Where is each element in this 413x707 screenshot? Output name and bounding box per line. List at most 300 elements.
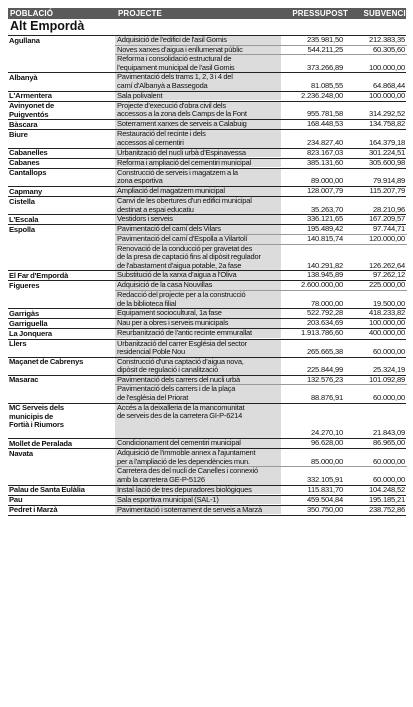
project-grant: 418.233,82: [368, 308, 405, 318]
project-list: [115, 169, 407, 186]
project-grant: 115.207,79: [369, 186, 405, 195]
region-title: Alt Empordà: [8, 19, 406, 36]
project-list: [115, 439, 407, 448]
project-description-line: Reurbanització de l'antic recinte emmurallat: [117, 329, 252, 338]
project-description: [115, 92, 281, 101]
project-row: [115, 130, 407, 147]
project-description-line: Nau per a obres i serveis municipals: [117, 319, 229, 328]
town-name-line: Fortià i Riumors: [9, 420, 64, 430]
town-name-line: Navata: [9, 448, 34, 458]
project-list: [115, 404, 407, 438]
project-row: [115, 197, 407, 214]
project-row: [115, 319, 407, 328]
project-description: [115, 102, 281, 119]
project-budget: 385.131,60: [306, 157, 343, 167]
project-budget: 336.121,65: [306, 214, 343, 224]
project-row: [115, 92, 407, 101]
town-name: [8, 215, 115, 224]
town-group: [8, 358, 406, 376]
project-description: [115, 46, 281, 55]
project-budget: 823.167,03: [306, 147, 343, 157]
town-name: [8, 73, 115, 90]
town-name: [8, 197, 115, 214]
project-row: [115, 376, 407, 385]
project-grant: 167.209,57: [368, 214, 405, 224]
project-description-line: Adquisició de l'edifici de l'asil Gomis: [117, 36, 227, 44]
project-description: [115, 439, 281, 448]
project-row: [115, 159, 407, 168]
town-group: [8, 159, 406, 169]
town-name-line: El Far d'Empordà: [9, 270, 69, 280]
town-name-line: Espolla: [9, 224, 35, 234]
project-list: [115, 486, 407, 495]
town-group: [8, 281, 406, 309]
project-description-line: Sala polivalent: [117, 91, 163, 100]
town-name-line: Capmany: [9, 186, 43, 196]
town-name-line: Avinyonet de: [9, 101, 55, 111]
project-list: [115, 309, 407, 318]
town-group: [8, 215, 406, 225]
town-name: [8, 130, 115, 147]
town-name: [8, 281, 115, 308]
project-description-line: de l'abastament d'aigua potable, 2a fase: [117, 260, 242, 270]
town-group: [8, 486, 406, 496]
project-description: [115, 309, 281, 318]
project-description: [115, 159, 281, 168]
project-description: [115, 169, 281, 186]
project-budget: 265.665,38: [306, 347, 343, 357]
town-name: [8, 187, 115, 196]
town-name: [8, 120, 115, 129]
project-budget: 1.913.786,60: [301, 328, 343, 338]
town-name-line: Llers: [9, 339, 27, 348]
project-description-line: Urbanització del carrer Església del sector: [117, 339, 247, 348]
project-grant: 64.868,44: [373, 80, 405, 90]
project-list: [115, 319, 407, 328]
project-description: [115, 36, 281, 45]
project-budget: 522.792,28: [306, 308, 343, 318]
project-description-line: Pavimentació dels carrers del nucli urbà: [117, 375, 240, 384]
project-budget: 132.576,23: [306, 374, 343, 384]
project-description: [115, 291, 281, 308]
town-group: [8, 449, 406, 485]
town-group: [8, 102, 406, 121]
project-grant: 164.379,18: [368, 138, 405, 148]
project-budget: 78.000,00: [311, 298, 343, 308]
project-grant: 21.843,09: [373, 428, 405, 438]
project-description-line: residencial Poble Nou: [117, 347, 185, 357]
project-budget: 128.007,79: [306, 186, 343, 195]
project-row: [115, 102, 407, 119]
project-description: [115, 385, 281, 402]
project-description: [115, 467, 281, 484]
project-list: [115, 130, 407, 147]
town-group: [8, 496, 406, 506]
town-name: [8, 496, 115, 505]
town-name-line: L'Armentera: [9, 91, 52, 101]
project-budget: 85.000,00: [311, 456, 343, 466]
project-row: [115, 358, 407, 375]
town-name-line: Cabanes: [9, 158, 40, 168]
town-name-line: Garriguella: [9, 318, 48, 328]
project-row: [115, 439, 407, 448]
project-description-line: Noves xarxes d'aigua i enllumenat públic: [117, 45, 243, 54]
project-grant: 97.744,71: [373, 224, 405, 234]
project-description-line: Canvi de les obertures d'un edifici municipal: [117, 197, 252, 206]
project-grant: 195.185,21: [368, 494, 405, 504]
town-name: [8, 358, 115, 375]
project-row: [115, 169, 407, 186]
town-name-line: Cistella: [9, 196, 35, 206]
project-grant: 120.000,00: [368, 233, 405, 243]
project-description: [115, 449, 281, 466]
project-budget: 88.876,91: [311, 393, 343, 403]
project-list: [115, 197, 407, 214]
project-grant: 400.000,00: [368, 328, 405, 338]
town-group: [8, 187, 406, 197]
town-group: [8, 319, 406, 329]
project-list: [115, 102, 407, 120]
town-group: [8, 506, 406, 516]
town-group: [8, 149, 406, 159]
project-list: [115, 187, 407, 196]
town-name-line: MC Serveis dels: [9, 403, 64, 413]
project-budget: 235.981,50: [306, 35, 343, 44]
town-name-line: Garrigàs: [9, 308, 40, 318]
project-description-line: accessos al cementiri: [117, 138, 184, 148]
project-row: [115, 36, 407, 45]
grants-table: [8, 8, 412, 516]
project-description-line: Projecte d'execució d'obra civil dels: [117, 101, 226, 110]
project-description: [115, 73, 281, 90]
project-list: [115, 329, 407, 338]
project-list: [115, 449, 407, 484]
project-description-line: zona esportiva: [117, 176, 163, 186]
town-name-line: Biure: [9, 129, 28, 139]
town-group: [8, 404, 406, 439]
town-name-line: Puigventós: [9, 109, 49, 119]
project-grant: 314.292,52: [368, 109, 405, 119]
project-grant: 301.224,51: [368, 147, 405, 157]
town-name-line: Masarac: [9, 375, 39, 385]
project-budget: 115.831,70: [307, 484, 343, 494]
town-group: [8, 439, 406, 449]
project-description-line: Redacció del projecte per a la construcció: [117, 291, 246, 300]
project-description-line: [117, 429, 281, 438]
project-description: [115, 271, 281, 280]
project-row: [115, 120, 407, 129]
project-description: [115, 486, 281, 495]
project-budget: 2.236.248,00: [301, 90, 343, 100]
town-name: [8, 271, 115, 280]
town-group: [8, 376, 406, 404]
project-list: [115, 149, 407, 158]
project-row: [115, 187, 407, 196]
project-description: [115, 496, 281, 505]
project-budget: 2.600.000,00: [301, 280, 343, 290]
town-name: [8, 340, 115, 357]
town-group: [8, 130, 406, 148]
project-list: [115, 73, 407, 90]
project-grant: 60.000,00: [373, 393, 405, 403]
town-name: [8, 169, 115, 186]
project-description-line: Ampliació del magatzem municipal: [117, 187, 225, 195]
project-list: [115, 159, 407, 168]
project-description: [115, 149, 281, 158]
project-description: [115, 358, 281, 375]
town-name: [8, 486, 115, 495]
town-name-line: Bàscara: [9, 119, 38, 129]
project-row: [115, 340, 407, 357]
project-list: [115, 225, 407, 270]
project-budget: 81.085,55: [311, 80, 343, 90]
project-row: [115, 244, 407, 271]
project-budget: 955.781,58: [306, 109, 343, 119]
town-name: [8, 36, 115, 72]
table-body: [8, 36, 406, 516]
project-row: [115, 271, 407, 280]
project-row: [115, 73, 407, 90]
project-description-line: Accés a la deixalleria de la mancomunitat: [117, 403, 245, 412]
project-row: [115, 225, 407, 234]
project-description: [115, 506, 281, 515]
project-grant: 126.262,64: [368, 260, 405, 270]
project-budget: 350.750,00: [306, 504, 343, 514]
town-name: [8, 506, 115, 515]
header-subvencio: SUBVENCIÓ: [363, 9, 412, 18]
project-grant: 101.092,89: [368, 374, 405, 384]
project-grant: 19.500,00: [373, 298, 405, 308]
project-description-line: destinat a espai educatiu: [117, 204, 194, 214]
project-budget: 35.263,70: [311, 204, 343, 214]
project-grant: 225.000,00: [368, 280, 405, 290]
project-description: [115, 215, 281, 224]
table-header: [8, 8, 412, 19]
project-grant: 305.600,98: [368, 157, 405, 167]
project-description: [115, 187, 281, 196]
project-row: [115, 290, 407, 308]
town-name-line: Albanyà: [9, 72, 38, 82]
project-row: [115, 215, 407, 224]
project-row: [115, 45, 407, 55]
project-row: [115, 149, 407, 158]
project-description: [115, 319, 281, 328]
town-group: [8, 36, 406, 73]
project-description: [115, 130, 281, 147]
project-grant: 60.305,60: [373, 44, 405, 54]
project-row: [115, 486, 407, 495]
project-list: [115, 271, 407, 280]
project-list: [115, 36, 407, 72]
town-group: [8, 169, 406, 187]
project-description: [115, 235, 281, 244]
project-description-line: de la presa de captació fins al dipòsit regulador: [117, 252, 261, 262]
town-group: [8, 309, 406, 319]
project-description-line: Adquisició de l'immoble annex a l'ajuntament: [117, 449, 256, 458]
town-name: [8, 159, 115, 168]
project-description: [115, 225, 281, 234]
town-name-line: Palau de Santa Eulàlia: [9, 485, 85, 494]
project-description-line: per a l'ampliació de les dependències mun.: [117, 456, 250, 466]
project-grant: 28.210,96: [373, 204, 405, 214]
project-grant: 238.752,86: [368, 504, 405, 514]
project-budget: 89.000,00: [311, 176, 343, 186]
project-grant: 100.000,00: [368, 90, 405, 100]
project-description-line: Pavimentació del camí dels Vilars: [117, 225, 221, 234]
project-description-line: dipòsit de regulació i canalització: [117, 365, 219, 375]
town-name: [8, 102, 115, 120]
town-name-line: L'Escala: [9, 214, 39, 224]
project-description-line: amb la carretera GE-P-5126: [117, 474, 205, 484]
project-description-line: Sala esportiva municipal (SAL-1): [117, 495, 219, 504]
project-description-line: l'equipament municipal de l'asil Gomis: [117, 62, 235, 72]
project-list: [115, 376, 407, 403]
project-description-line: Pavimentació dels carrers i de la plaça: [117, 385, 236, 394]
town-name-line: Mollet de Peralada: [9, 438, 72, 448]
project-description-line: Instal·lació de tres depuradores biològiques: [117, 485, 252, 494]
project-row: [115, 281, 407, 290]
project-description-line: Construcció de serveis i magatzem a la: [117, 168, 238, 177]
project-grant: 104.248,52: [368, 484, 405, 494]
town-name-line: Cantallops: [9, 168, 47, 178]
project-description-line: Soterrament xarxes de serveis a Calabuig: [117, 120, 247, 129]
project-row: [115, 404, 407, 438]
project-description: [115, 120, 281, 129]
town-name: [8, 376, 115, 403]
project-budget: 96.628,00: [311, 438, 343, 448]
project-row: [115, 234, 407, 244]
project-description: [115, 281, 281, 290]
town-name: [8, 319, 115, 328]
town-name: [8, 309, 115, 318]
project-description-line: Pavimentació dels trams 1, 2, 3 i 4 del: [117, 73, 233, 82]
project-description-line: Carretera des del nucli de Canelles i connexió: [117, 467, 259, 476]
project-grant: 25.324,19: [373, 365, 405, 375]
town-name: [8, 225, 115, 270]
project-budget: 168.448,53: [306, 119, 343, 129]
project-row: [115, 506, 407, 515]
project-description-line: Construcció d'una captació d'aigua nova,: [117, 357, 244, 366]
town-group: [8, 73, 406, 91]
town-name: [8, 439, 115, 448]
project-budget: 140.815,74: [306, 233, 343, 243]
town-name-line: Pedret i Marzà: [9, 505, 58, 515]
town-group: [8, 92, 406, 102]
project-list: [115, 120, 407, 129]
town-name-line: Pau: [9, 495, 23, 505]
project-description: [115, 197, 281, 214]
town-name: [8, 92, 115, 101]
town-name-line: La Jonquera: [9, 328, 53, 338]
town-name-line: Agullana: [9, 35, 40, 45]
project-description-line: Reforma i consolidació estructural de: [117, 55, 232, 64]
project-row: [115, 496, 407, 505]
project-description-line: Vestidors i serveis: [117, 215, 173, 224]
project-grant: 79.914,89: [373, 176, 405, 186]
project-description: [115, 245, 281, 271]
project-description-line: Pavimentació del camí d'Espolla a Vilartolí: [117, 234, 248, 243]
project-grant: 86.965,00: [373, 438, 405, 448]
project-grant: 60.000,00: [373, 456, 405, 466]
project-row: [115, 466, 407, 484]
project-grant: 97.262,12: [373, 270, 405, 280]
project-description-line: Equipament sociocultural, 1a fase: [117, 309, 222, 318]
project-description-line: Renovació de la conducció per gravetat des: [117, 244, 253, 253]
project-description: [115, 329, 281, 338]
town-group: [8, 340, 406, 358]
header-projecte: PROJECTE: [118, 9, 162, 18]
project-grant: 212.383,35: [368, 35, 405, 44]
project-grant: 60.000,00: [373, 474, 405, 484]
project-budget: 373.266,89: [306, 62, 343, 72]
project-description-line: Restauració del recinte i dels: [117, 130, 206, 139]
header-pressupost: PRESSUPOST: [292, 9, 348, 18]
town-name-line: Figueres: [9, 280, 40, 290]
project-description-line: accessos a la zona dels Camps de la Font: [117, 109, 247, 119]
project-list: [115, 358, 407, 375]
town-group: [8, 271, 406, 281]
project-description: [115, 340, 281, 357]
project-budget: 459.504,84: [306, 494, 343, 504]
project-list: [115, 281, 407, 308]
project-description-line: Reforma i ampliació del cementiri municipal: [117, 158, 252, 167]
town-group: [8, 225, 406, 271]
town-name-line: Cabanelles: [9, 148, 48, 158]
project-budget: 234.827,40: [306, 138, 343, 148]
project-description-line: Adquisició de la casa Nouvillas: [117, 281, 213, 290]
project-grant: 100.000,00: [368, 62, 405, 72]
project-description-line: camí d'Albanyà a Bassegoda: [117, 80, 208, 90]
project-budget: 203.634,69: [306, 318, 343, 328]
project-description-line: [117, 421, 281, 430]
town-name: [8, 329, 115, 338]
project-budget: 544.211,25: [307, 44, 343, 54]
project-list: [115, 506, 407, 515]
project-budget: 195.489,42: [306, 224, 343, 234]
town-name: [8, 449, 115, 484]
project-row: [115, 54, 407, 72]
project-description-line: de l'església del Priorat: [117, 393, 189, 403]
project-row: [115, 309, 407, 318]
town-name-line: municipis de: [9, 411, 54, 421]
project-description-line: Urbanització del nucli urbà d'Espinavessa: [117, 148, 246, 157]
project-budget: 332.105,91: [306, 474, 343, 484]
project-row: [115, 384, 407, 402]
project-description-line: Condicionament del cementiri municipal: [117, 439, 241, 448]
project-budget: 225.844,99: [306, 365, 343, 375]
town-name: [8, 149, 115, 158]
town-group: [8, 329, 406, 339]
town-group: [8, 197, 406, 215]
project-list: [115, 340, 407, 357]
town-group: [8, 120, 406, 130]
town-name: [8, 404, 115, 438]
project-description: [115, 404, 281, 438]
town-name-line: Maçanet de Cabrenys: [9, 357, 84, 367]
project-description-line: de serveis des de la carretera GI-P-6214: [117, 411, 243, 421]
project-list: [115, 215, 407, 224]
project-budget: 24.270,10: [311, 428, 343, 438]
project-row: [115, 329, 407, 338]
project-description-line: Pavimentació i soterrament de serveis a Marzà: [117, 505, 262, 514]
project-row: [115, 449, 407, 466]
project-budget: 138.945,89: [306, 270, 343, 280]
project-budget: 140.291,82: [306, 260, 343, 270]
project-grant: 100.000,00: [368, 318, 405, 328]
project-list: [115, 496, 407, 505]
project-description-line: de la biblioteca filial: [117, 298, 177, 308]
project-description-line: Substitució de la xarxa d'aigua a l'Oliva: [117, 271, 237, 280]
